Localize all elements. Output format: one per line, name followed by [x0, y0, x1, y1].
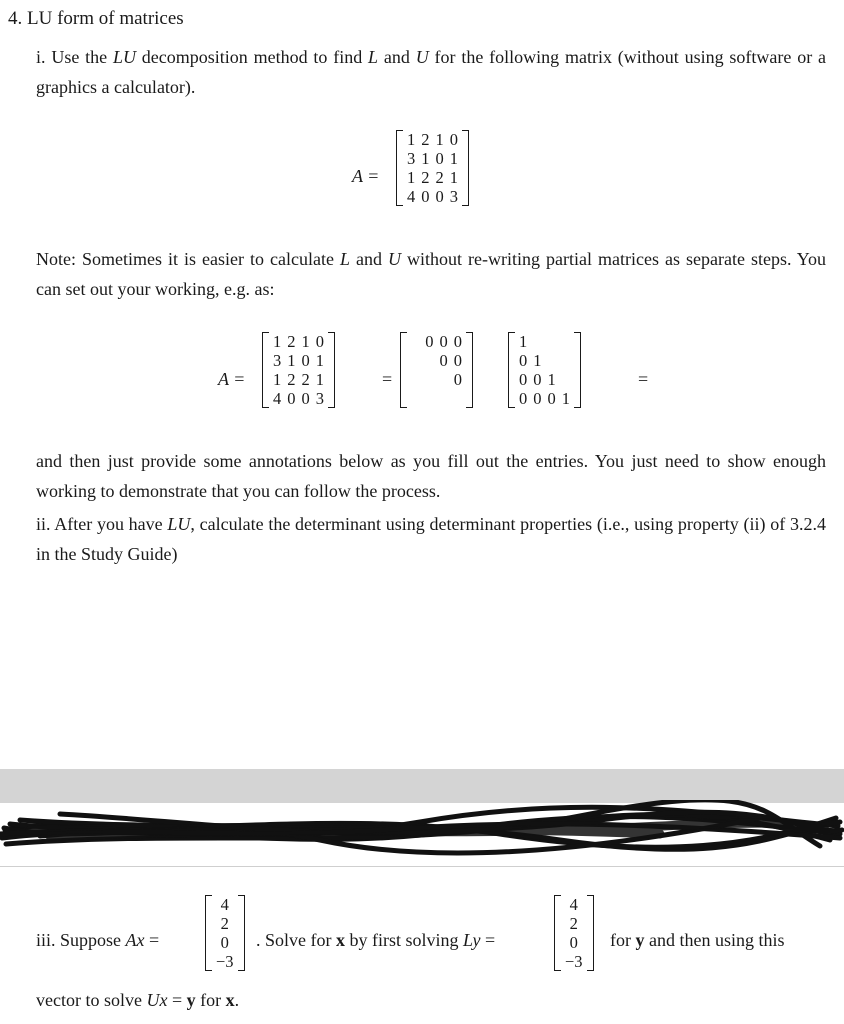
matrix-entry: 3: [449, 187, 458, 206]
matrix-entry: 4: [407, 187, 416, 206]
matrix-entry: 1: [449, 168, 458, 187]
matrix-entry: 3: [315, 389, 324, 408]
matrix-entry: 1: [533, 351, 542, 370]
matrix-entry: 1: [273, 370, 282, 389]
matrix-entry: 0: [315, 332, 324, 351]
matrix-entry: 2: [421, 130, 430, 149]
matrix-entry: 0: [519, 370, 528, 389]
matrix-entry: 1: [561, 389, 570, 408]
vector-entry: 2: [220, 914, 229, 933]
vector-b-2: [554, 895, 594, 971]
matrix-entry: 0: [301, 351, 310, 370]
vector-entry: 4: [220, 895, 229, 914]
matrix-entry: [559, 351, 573, 370]
vector-entry: −3: [565, 952, 583, 971]
matrix-entry: 1: [407, 168, 416, 187]
matrix-entry: 0: [287, 389, 296, 408]
part-iii-solve-text: . Solve for x by first solving Ly =: [256, 930, 496, 950]
note-matrix-a: [262, 332, 335, 408]
matrix-entry: [422, 370, 436, 389]
note-matrix-l-template: [508, 332, 581, 408]
matrix-entry: 1: [407, 130, 416, 149]
matrix-entry: 0: [435, 187, 444, 206]
matrix-entry: 3: [273, 351, 282, 370]
matrix-entry: [437, 389, 451, 408]
matrix-entry: 2: [421, 168, 430, 187]
part-ii-text: ii. After you have LU, calculate the determinant using determinant properties (i.e., using property (ii) of 3.2.4 in the Study Guide): [36, 514, 826, 564]
matrix-entry: [408, 351, 422, 370]
part-i-text: i. Use the LU decomposition method to find L and U for the following matrix (without using software or a graphics a calculator).: [36, 47, 827, 97]
matrix-entry: 1: [315, 351, 324, 370]
matrix-entry: 0: [453, 351, 462, 370]
matrix-entry: 1: [315, 370, 324, 389]
note-matrix-u-template: [400, 332, 473, 408]
matrix-entry: [408, 370, 422, 389]
matrix-entry: 0: [519, 351, 528, 370]
part-iii-then-text: for y and then using this: [610, 930, 785, 950]
matrix-entry: 1: [435, 130, 444, 149]
matrix-entry: 2: [287, 370, 296, 389]
after-note-text: and then just provide some annotations below as you fill out the entries. You just need to show enough working to demonstrate that you can follow the process.: [36, 451, 826, 501]
vector-entry: 0: [569, 933, 578, 952]
matrix-entry: 2: [287, 332, 296, 351]
matrix-entry: 1: [287, 351, 296, 370]
matrix-entry: 1: [421, 149, 430, 168]
matrix-entry: 0: [435, 149, 444, 168]
matrix-entry: [545, 351, 559, 370]
matrix-entry: [408, 332, 422, 351]
redaction-scribble: [0, 800, 844, 862]
matrix-entry: [451, 389, 465, 408]
matrix-entry: [559, 332, 573, 351]
equals-sign-1: =: [382, 369, 393, 389]
matrix-entry: 2: [435, 168, 444, 187]
part-iii-line-1: iii. Suppose Ax =: [36, 930, 160, 950]
matrix-entry: 4: [273, 389, 282, 408]
matrix-entry: 1: [547, 370, 556, 389]
matrix-entry: 0: [449, 130, 458, 149]
vector-b-1: [205, 895, 245, 971]
matrix-entry: 1: [449, 149, 458, 168]
note-text: Note: Sometimes it is easier to calculate L and U without re-writing partial matrices as separate steps. You can set out your working, e.g. as:: [36, 249, 826, 299]
vector-entry: 2: [569, 914, 578, 933]
matrix-entry: 0: [421, 187, 430, 206]
matrix-entry: [559, 370, 573, 389]
matrix-entry: [408, 389, 422, 408]
matrix-entry: 0: [425, 332, 434, 351]
matrix-entry: 0: [439, 332, 448, 351]
matrix-entry: [545, 332, 559, 351]
matrix-entry: 0: [519, 389, 528, 408]
matrix-entry: [437, 370, 451, 389]
matrix-entry: [422, 351, 436, 370]
vector-entry: 0: [220, 933, 229, 952]
matrix-entry: 0: [533, 370, 542, 389]
matrix-entry: 3: [407, 149, 416, 168]
matrix-entry: [530, 332, 544, 351]
vector-entry: 4: [569, 895, 578, 914]
part-iii-line-2: vector to solve Ux = y for x.: [36, 990, 240, 1010]
matrix-entry: 0: [301, 389, 310, 408]
vector-entry: −3: [216, 952, 234, 971]
matrix-entry: 1: [273, 332, 282, 351]
matrix-entry: 0: [533, 389, 542, 408]
matrix-entry: 2: [301, 370, 310, 389]
matrix-a-label: A =: [352, 166, 380, 186]
page-separator-band: [0, 769, 844, 803]
matrix-entry: 0: [439, 351, 448, 370]
note-a-label: A =: [218, 369, 246, 389]
equals-sign-2: =: [638, 369, 649, 389]
matrix-a: [396, 130, 469, 206]
matrix-entry: 0: [547, 389, 556, 408]
section-heading: 4. LU form of matrices: [8, 8, 184, 29]
divider-line: [0, 866, 844, 867]
matrix-entry: 0: [453, 332, 462, 351]
matrix-entry: 1: [301, 332, 310, 351]
matrix-entry: 1: [519, 332, 528, 351]
matrix-entry: [422, 389, 436, 408]
matrix-entry: 0: [453, 370, 462, 389]
